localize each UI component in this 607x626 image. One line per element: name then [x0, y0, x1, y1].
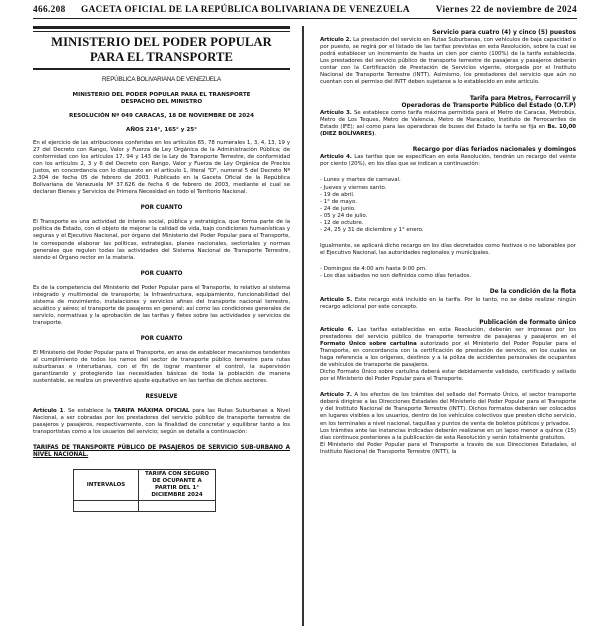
- article-4-text: Las tarifas que se especifican en esta Resolución, tendrán un recargo del veinte por ciento (20%), en los días que se indican a continuación:: [320, 154, 576, 168]
- republic-name: REPÚBLICA BOLIVARIANA DE VENEZUELA: [102, 76, 221, 83]
- article-5: [320, 297, 576, 311]
- article-4: [320, 154, 576, 168]
- list-item: - 05 y 24 de julio.: [320, 212, 368, 219]
- article-3-end: .: [374, 131, 377, 138]
- por-cuanto-heading-2: POR CUANTO: [140, 270, 183, 277]
- top-rule: [33, 26, 290, 29]
- right-column: [320, 18, 576, 456]
- holiday-list: [320, 177, 576, 234]
- article-1: [33, 408, 290, 436]
- title-rule: [33, 68, 290, 70]
- list-item: - Domingos de 4:00 am hasta 9:00 pm.: [320, 266, 427, 273]
- ministry-title: [33, 35, 290, 65]
- por-cuanto-heading-1: POR CUANTO: [140, 205, 183, 212]
- article-6: [320, 327, 576, 369]
- office-line-2: DESPACHO DEL MINISTRO: [120, 99, 203, 105]
- top-rule-thin: [33, 31, 290, 32]
- article-6-text-post: autorizado por el Ministerio del Poder Popular para el Transporte, en concordancia con la certificación de prestación de servicio, en los cuales se haga referencia a los orígenes, destinos y a la póliza de accidentes personales de ocupantes de vehículos de transporte de pasajeros.: [320, 341, 577, 369]
- list-item: - 19 de abril.: [320, 191, 355, 198]
- list-item: - 12 de octubre.: [320, 219, 364, 226]
- article-3-heading-line-2: Operadoras de Transporte Público del Estado (O.T.P): [401, 102, 576, 109]
- article-3-heading: [320, 96, 576, 110]
- table-row: [74, 501, 216, 512]
- article-7: [320, 392, 576, 427]
- article-5-text: Este recargo está incluido en la tarifa. Por lo tanto, no se debe realizar ningún recargo adicional por este concepto.: [320, 296, 576, 310]
- por-cuanto-paragraph-3: El Ministerio del Poder Popular para el Transporte, en aras de establecer mecanismos tendentes al cumplimiento de todos los ramos del sector de transporte público terrestre para rutas suburbanas e interurbanas, con el fin de lograr mantener el control, la supervisión garantizando y protegiendo las necesidades básicas de toda la población de manera sustentable, se realiza un preventivo ajuste equitativo en las tarifas de dichos sectores.: [33, 349, 290, 385]
- office-heading: [33, 92, 290, 106]
- article-7-text: A los efectos de los trámites del sellado del Formato Único, el sector transporte deberá dirigirse a las Direcciones Estadales del Ministerio del Poder Popular para el Transporte y del Instituto Nacional de Transporte Terrestre (INTT). Dichos formatos deberán ser colocados en lugares visibles a los usuarios, dentro de los vehículos colectivos que presten dicho servicio, en los terminales a nivel nacional, taquillas y puntos de venta de boletos públicos y privados.: [320, 392, 576, 427]
- sunday-notes: [320, 266, 576, 280]
- list-item: - Los días sábados no son definidos como días feriados.: [320, 273, 472, 280]
- list-item: - Lunes y martes de carnaval.: [320, 177, 401, 184]
- article-7-label: Artículo 7.: [320, 392, 352, 399]
- office-line-1: MINISTERIO DEL PODER POPULAR PARA EL TRANSPORTE: [72, 92, 251, 98]
- intro-paragraph: En el ejercicio de las atribuciones conferidas en los artículos 65, 78 numerales 1, 3, 4, 13, 19 y 27 del Decreto con Rango, Valor y Fuerza de Ley Orgánica de la Administración Pública; de conformidad con los artículos 17, 94 y 143 de la Ley de Transporte Terrestre, de conformidad con los artículos 2, 3 y 6 del Decreto con Rango, Valor y Fuerza de Ley Orgánica de Precios Justos, en concordancia con lo dispuesto en el artículo 1, literal "D", numeral 5 del Decreto Nº 2.304 de fecha 05 de febrero de 2003. Publicado en la Gaceta Oficial de la República Bolivariana de Venezuela Nº 37.626 de fecha 6 de febrero de 2003, mediante el cual se declaran Bienes y Servicios de Primera Necesidad en todo el Territorio Nacional.: [33, 140, 290, 196]
- gazette-title: GACETA OFICIAL DE LA REPÚBLICA BOLIVARIANA DE VENEZUELA: [81, 5, 410, 15]
- article-3-heading-line-1: Tarifa para Metros, Ferrocarril y: [469, 95, 576, 102]
- resuelve-heading: RESUELVE: [145, 394, 178, 401]
- article-2-label: Artículo 2.: [320, 37, 352, 44]
- page-number: 466.208: [33, 5, 66, 15]
- por-cuanto-paragraph-2: Es de la competencia del Ministerio del Poder Popular para el Transporte, lo relativo al sistema integrado y multimodal de transporte; la Infraestructura, equipamiento, funcionabilidad del sistema de movimiento, instalaciones y servicios afines del transporte nacional terrestre, acuático y aéreo; el transporte de pasajeros en general; así como las condiciones generales de servicio, normativas y la aprobación de las tarifas y fletes sobre las actividades y servicios de transporte.: [33, 284, 290, 326]
- tarifas-title: TARIFAS DE TRANSPORTE PÚBLICO DE PASAJEROS DE SERVICIO SUB-URBANO A NIVEL NACIONAL.: [33, 445, 290, 459]
- por-cuanto-paragraph-1: El Transporte es una actividad de interés social, pública y estratégica, que forma parte de la política de Estado, con el objeto de mejorar la calidad de vida, bajo condiciones humanísticas y seguras y el Ejecutivo Nacional, por órgano del Ministerio del Poder Popular para el Transporte, le corresponde elaborar las políticas, estrategias, planes nacionales, sectoriales y normas generales que regulen todas las actividades del Sistema Nacional de Transporte Terrestre, siendo el Órgano rector en la materia.: [33, 219, 290, 261]
- table-cell: [74, 501, 139, 512]
- article-6-extra: Dicho Formato Único sobre cartulina deberá estar debidamente validado, certificado y sellado por el Ministerio del Poder Popular para el Transporte.: [320, 369, 576, 383]
- list-item: - 1° de mayo.: [320, 198, 357, 205]
- ministry-title-line-2: PARA EL TRANSPORTE: [90, 50, 233, 64]
- article-4-heading: Recargo por días feriados nacionales y domingos: [412, 147, 576, 154]
- article-5-heading: De la condición de la flota: [489, 289, 576, 296]
- article-7-extra-1: Los trámites ante las instancias indicadas deberán realizarse en un lapso menor a quince (15) días continuos posteriores a la publicación de esta Resolución y serán totalmente gratuitos.: [320, 427, 576, 441]
- article-7-extra-2: El Ministerio del Poder Popular para el Transporte a través de sus Direcciones Estadales, el Instituto Nacional de Transporte Terrestre (INTT), la: [320, 441, 576, 455]
- article-1-text-pre: . Se establece la: [63, 408, 114, 415]
- header-intervalos: INTERVALOS: [74, 470, 139, 501]
- column-divider: [302, 26, 304, 626]
- list-item: - 24, 25 y 31 de diciembre y 1° enero.: [320, 227, 424, 234]
- article-2-heading: Servicio para cuatro (4) y cinco (5) puestos: [432, 30, 576, 36]
- article-4-label: Artículo 4.: [320, 154, 352, 161]
- left-column: [33, 18, 290, 512]
- article-3-label: Artículo 3.: [320, 109, 352, 116]
- article-1-text-post: para las Rutas Suburbanas a Nivel Nacional, a ser cobradas por los prestadores del servicio público de transporte terrestre de pasajeros y pasajeros, respectivamente, con la finalidad de concretar y equilibrar tanto a los transportistas como a los usuarios del servicio; según se detalla a continuación:: [33, 408, 290, 436]
- resolution-number: RESOLUCIÓN Nº 049 CARACAS, 18 DE NOVIEMBRE DE 2024: [69, 113, 254, 119]
- table-cell: [139, 501, 216, 512]
- article-3-text: Se establece como tarifa máxima permitida para el Metro de Caracas, Metrobús, Metro de Los Teques, Metro de Valencia, Metro de Maracaibo, Instituto de Ferrocarriles de Estado (IFE); así como para las operadoras de buses del Estado la tarifa se fija en: [320, 109, 576, 131]
- article-3: [320, 110, 576, 138]
- article-1-label: Artículo 1: [33, 408, 64, 415]
- table-header-row: [74, 470, 216, 501]
- article-6-text-pre: Las tarifas establecidas en esta Resolución, deberán ser impresas por los prestadores del servicio público de transporte terrestre de pasajeras y pasajeros en el: [320, 326, 576, 340]
- article-2-text: La prestación del servicio en Rutas Suburbanas, con vehículos de baja capacidad o por puesto, se regirá por el listado de las tarifas previstas en esta Resolución, sobre la cual se podrá establecer un incremento de hasta un cien por ciento (100%) de la tarifa establecida. Los prestadores del servicio público de transporte terrestre de pasajeras y pasajeros deberán contar con la Certificación de Prestación de Servicios vigente, otorgada por el Instituto Nacional de Transporte Terrestre (INTT). Asimismo, los prestadores del servicio que aún no cuentan con el permiso del INTT deben sujetarse a lo establecido en este artículo.: [320, 37, 576, 86]
- por-cuanto-heading-3: POR CUANTO: [140, 335, 183, 342]
- header-tarifa: TARIFA CON SEGURO DE OCUPANTE A PARTIR DEL 1° DICIEMBRE 2024: [139, 470, 216, 501]
- article-1-bold: TARIFA MÁXIMA OFICIAL: [113, 408, 190, 415]
- article-6-bold: Formato Único sobre cartulina: [320, 341, 417, 348]
- article-2: [320, 37, 576, 86]
- gazette-page-header: [33, 4, 577, 19]
- article-6-label: Artículo 6.: [320, 326, 354, 333]
- article-6-heading: Publicación de formato único: [479, 319, 576, 326]
- article-5-label: Artículo 5.: [320, 296, 353, 303]
- article-4-extra: Igualmente, se aplicará dicho recargo en los días decretados como festivos o no laborables por el Ejecutivo Nacional, las autoridades regionales y municipales.: [320, 243, 576, 257]
- ministry-title-line-1: MINISTERIO DEL PODER POPULAR: [51, 35, 272, 49]
- list-item: - 24 de junio.: [320, 205, 356, 212]
- publication-date: Viernes 22 de noviembre de 2024: [435, 5, 577, 15]
- list-item: - Jueves y viernes santo.: [320, 184, 387, 191]
- years-line: AÑOS 214°, 165° y 25°: [126, 127, 197, 133]
- article-3-amount: Bs. 10,00 (DIEZ BOLÍVARES): [320, 124, 576, 138]
- tarifa-table: [73, 469, 216, 512]
